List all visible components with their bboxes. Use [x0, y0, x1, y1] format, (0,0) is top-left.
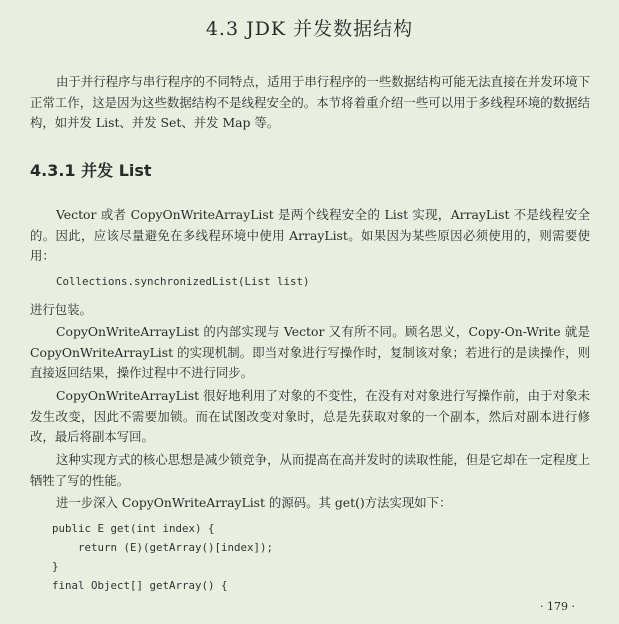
paragraph-core-idea: 这种实现方式的核心思想是减少锁竞争，从而提高在高并发时的读取性能，但是它却在一定程度上牺牲了写的性能。 — [30, 452, 590, 488]
paragraph-immutability: CopyOnWriteArrayList 很好地利用了对象的不变性，在没有对对象进行写操作前，由于对象未发生改变，因此不需要加锁。而在试图改变对象时，总是先获取对象的一个副本，然后对副本进行修改，最后将副本写回。 — [30, 388, 590, 444]
chapter-title: 4.3 JDK 并发数据结构 — [205, 18, 414, 40]
paragraph-copy-on-write: CopyOnWriteArrayList 的内部实现与 Vector 又有所不同。顾名思义，Copy-On-Write 就是 CopyOnWriteArrayList 的实现机制。即当对象进行写操作时，复制该对象；若进行的是读操作，则直接返回结果，操作过程中不进行同步。 — [30, 324, 590, 380]
code-get-method: public E get(int index) { return (E)(getArray()[index]); } final Object[] getArray() { — [52, 522, 274, 592]
intro-paragraph: 由于并行程序与串行程序的不同特点，适用于串行程序的一些数据结构可能无法直接在并发环境下正常工作，这是因为这些数据结构不是线程安全的。本节将着重介绍一些可以用于多线程环境的数据结构，如并发 List、并发 Set、并发 Map 等。 — [30, 74, 590, 130]
paragraph-wrap: 进行包装。 — [30, 302, 92, 317]
page-number: · 179 · — [540, 600, 575, 613]
paragraph-source: 进一步深入 CopyOnWriteArrayList 的源码。其 get()方法实现如下： — [56, 495, 452, 510]
code-synchronized-list: Collections.synchronizedList(List list) — [56, 275, 310, 288]
section-title: 4.3.1 并发 List — [30, 161, 152, 180]
paragraph-vector: Vector 或者 CopyOnWriteArrayList 是两个线程安全的 List 实现，ArrayList 不是线程安全的。因此，应该尽量避免在多线程环境中使用 ArrayList。如果因为某些原因必须使用的，则需要使用： — [30, 207, 590, 263]
